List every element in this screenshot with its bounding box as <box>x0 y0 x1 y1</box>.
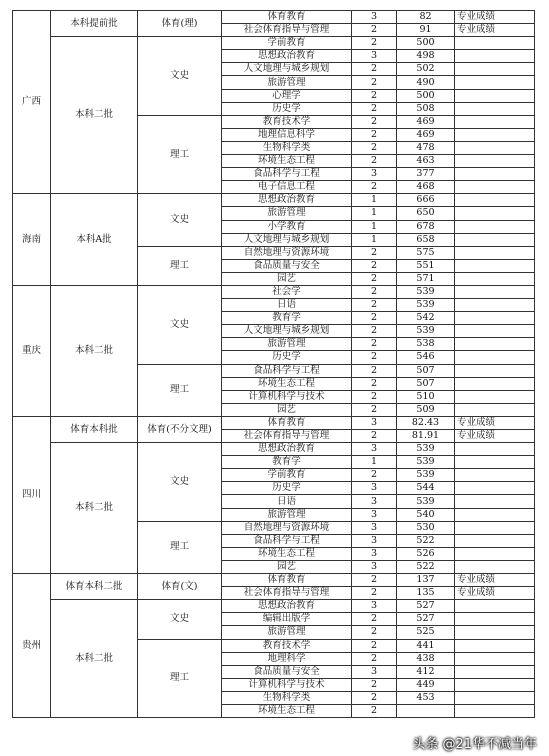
table-row <box>13 443 535 456</box>
note-cell <box>455 665 535 678</box>
years-cell: 3 <box>352 508 397 521</box>
major-cell: 体育教育 <box>222 11 352 24</box>
category-cell: 文史 <box>138 600 222 639</box>
major-cell: 园艺 <box>222 560 352 573</box>
score-cell: 539 <box>397 495 455 508</box>
score-cell: 551 <box>397 259 455 272</box>
note-cell <box>455 534 535 547</box>
score-cell: 469 <box>397 115 455 128</box>
years-cell: 2 <box>352 115 397 128</box>
score-cell: 546 <box>397 351 455 364</box>
note-cell <box>455 89 535 102</box>
years-cell: 3 <box>352 482 397 495</box>
major-cell: 地理科学 <box>222 652 352 665</box>
major-cell: 旅游管理 <box>222 76 352 89</box>
batch-cell: 本科二批 <box>51 37 138 194</box>
years-cell: 2 <box>352 102 397 115</box>
note-cell <box>455 115 535 128</box>
years-cell: 2 <box>352 639 397 652</box>
years-cell: 2 <box>352 128 397 141</box>
category-cell: 文史 <box>138 443 222 522</box>
years-cell: 2 <box>352 390 397 403</box>
note-cell <box>455 181 535 194</box>
note-cell <box>455 50 535 63</box>
score-cell: 527 <box>397 613 455 626</box>
note-cell <box>455 364 535 377</box>
note-cell <box>455 63 535 76</box>
score-cell: 575 <box>397 246 455 259</box>
score-cell: 377 <box>397 168 455 181</box>
note-cell <box>455 613 535 626</box>
major-cell: 小学教育 <box>222 220 352 233</box>
score-cell: 507 <box>397 364 455 377</box>
note-cell <box>455 338 535 351</box>
note-cell <box>455 37 535 50</box>
note-cell <box>455 403 535 416</box>
province-cell: 海南 <box>13 194 51 286</box>
note-cell: 专业成绩 <box>455 11 535 24</box>
batch-cell: 本科A批 <box>51 194 138 286</box>
major-cell: 编辑出版学 <box>222 613 352 626</box>
major-cell: 环境生态工程 <box>222 704 352 717</box>
note-cell: 专业成绩 <box>455 24 535 37</box>
major-cell: 食品质量与安全 <box>222 665 352 678</box>
years-cell: 3 <box>352 534 397 547</box>
score-cell: 137 <box>397 574 455 587</box>
years-cell: 1 <box>352 456 397 469</box>
score-cell: 522 <box>397 534 455 547</box>
note-cell <box>455 285 535 298</box>
note-cell <box>455 220 535 233</box>
major-cell: 历史学 <box>222 482 352 495</box>
score-cell: 438 <box>397 652 455 665</box>
table-row <box>13 574 535 587</box>
major-cell: 地理信息科学 <box>222 128 352 141</box>
note-cell <box>455 626 535 639</box>
note-cell <box>455 456 535 469</box>
years-cell: 2 <box>352 141 397 154</box>
province-cell: 四川 <box>13 416 51 573</box>
major-cell: 学前教育 <box>222 37 352 50</box>
major-cell: 历史学 <box>222 351 352 364</box>
category-cell: 理工 <box>138 115 222 194</box>
years-cell: 1 <box>352 194 397 207</box>
note-cell <box>455 600 535 613</box>
score-cell: 571 <box>397 272 455 285</box>
major-cell: 社会体育指导与管理 <box>222 24 352 37</box>
years-cell: 2 <box>352 76 397 89</box>
years-cell: 2 <box>352 704 397 717</box>
score-cell: 441 <box>397 639 455 652</box>
note-cell <box>455 194 535 207</box>
major-cell: 旅游管理 <box>222 338 352 351</box>
score-cell: 135 <box>397 587 455 600</box>
note-cell: 专业成绩 <box>455 587 535 600</box>
note-cell <box>455 704 535 717</box>
score-cell: 544 <box>397 482 455 495</box>
major-cell: 心理学 <box>222 89 352 102</box>
note-cell <box>455 246 535 259</box>
major-cell: 人文地理与城乡规划 <box>222 233 352 246</box>
years-cell: 2 <box>352 691 397 704</box>
score-cell: 463 <box>397 155 455 168</box>
note-cell: 专业成绩 <box>455 416 535 429</box>
score-cell: 507 <box>397 377 455 390</box>
note-cell <box>455 299 535 312</box>
major-cell: 社会体育指导与管理 <box>222 587 352 600</box>
note-cell <box>455 508 535 521</box>
major-cell: 教育学 <box>222 312 352 325</box>
note-cell: 专业成绩 <box>455 430 535 443</box>
years-cell: 3 <box>352 560 397 573</box>
major-cell: 计算机科学与技术 <box>222 390 352 403</box>
major-cell: 思想政治教育 <box>222 600 352 613</box>
major-cell: 园艺 <box>222 272 352 285</box>
note-cell <box>455 325 535 338</box>
major-cell: 人文地理与城乡规划 <box>222 325 352 338</box>
note-cell <box>455 482 535 495</box>
years-cell: 2 <box>352 259 397 272</box>
note-cell <box>455 272 535 285</box>
category-cell: 体育(不分文理) <box>138 416 222 442</box>
score-cell: 500 <box>397 89 455 102</box>
score-cell: 81.91 <box>397 430 455 443</box>
years-cell: 2 <box>352 272 397 285</box>
note-cell <box>455 141 535 154</box>
score-cell <box>397 704 455 717</box>
years-cell: 1 <box>352 220 397 233</box>
major-cell: 教育技术学 <box>222 115 352 128</box>
note-cell <box>455 233 535 246</box>
note-cell <box>455 495 535 508</box>
table-row <box>13 600 535 613</box>
years-cell: 3 <box>352 600 397 613</box>
category-cell: 文史 <box>138 194 222 246</box>
years-cell: 2 <box>352 430 397 443</box>
score-cell: 453 <box>397 691 455 704</box>
score-cell: 82 <box>397 11 455 24</box>
years-cell: 3 <box>352 416 397 429</box>
score-cell: 666 <box>397 194 455 207</box>
years-cell: 1 <box>352 233 397 246</box>
batch-cell: 本科提前批 <box>51 11 138 37</box>
table-row <box>13 285 535 298</box>
years-cell: 2 <box>352 181 397 194</box>
major-cell: 自然地理与资源环境 <box>222 246 352 259</box>
major-cell: 人文地理与城乡规划 <box>222 63 352 76</box>
batch-cell: 本科二批 <box>51 285 138 416</box>
score-cell: 527 <box>397 600 455 613</box>
score-cell: 502 <box>397 63 455 76</box>
score-cell: 82.43 <box>397 416 455 429</box>
watermark: 头条 @21华不减当年 <box>412 737 537 752</box>
table-row <box>13 11 535 24</box>
note-cell <box>455 351 535 364</box>
major-cell: 环境生态工程 <box>222 155 352 168</box>
major-cell: 生物科学类 <box>222 141 352 154</box>
major-cell: 旅游管理 <box>222 626 352 639</box>
score-cell: 468 <box>397 181 455 194</box>
years-cell: 2 <box>352 678 397 691</box>
note-cell <box>455 390 535 403</box>
admission-score-table <box>12 10 535 718</box>
years-cell: 2 <box>352 285 397 298</box>
note-cell <box>455 521 535 534</box>
note-cell <box>455 155 535 168</box>
note-cell <box>455 560 535 573</box>
batch-cell: 体育本科批 <box>51 416 138 442</box>
table-row <box>13 416 535 429</box>
major-cell: 教育学 <box>222 456 352 469</box>
years-cell: 2 <box>352 403 397 416</box>
category-cell: 理工 <box>138 521 222 573</box>
years-cell: 2 <box>352 469 397 482</box>
years-cell: 3 <box>352 168 397 181</box>
score-cell: 650 <box>397 207 455 220</box>
major-cell: 历史学 <box>222 102 352 115</box>
years-cell: 2 <box>352 299 397 312</box>
major-cell: 环境生态工程 <box>222 547 352 560</box>
score-cell: 540 <box>397 508 455 521</box>
note-cell <box>455 469 535 482</box>
years-cell: 2 <box>352 626 397 639</box>
major-cell: 日语 <box>222 495 352 508</box>
years-cell: 2 <box>352 37 397 50</box>
major-cell: 自然地理与资源环境 <box>222 521 352 534</box>
note-cell <box>455 678 535 691</box>
note-cell <box>455 259 535 272</box>
note-cell <box>455 168 535 181</box>
years-cell: 3 <box>352 443 397 456</box>
note-cell <box>455 76 535 89</box>
table-row <box>13 37 535 50</box>
years-cell: 3 <box>352 665 397 678</box>
note-cell <box>455 128 535 141</box>
years-cell: 3 <box>352 50 397 63</box>
category-cell: 理工 <box>138 639 222 718</box>
years-cell: 2 <box>352 377 397 390</box>
score-cell: 91 <box>397 24 455 37</box>
years-cell: 2 <box>352 325 397 338</box>
years-cell: 2 <box>352 24 397 37</box>
score-cell: 449 <box>397 678 455 691</box>
score-cell: 510 <box>397 390 455 403</box>
years-cell: 2 <box>352 246 397 259</box>
score-cell: 498 <box>397 50 455 63</box>
province-cell: 广西 <box>13 11 51 194</box>
score-cell: 539 <box>397 325 455 338</box>
score-cell: 542 <box>397 312 455 325</box>
years-cell: 2 <box>352 613 397 626</box>
category-cell: 体育(文) <box>138 574 222 600</box>
province-cell: 重庆 <box>13 285 51 416</box>
note-cell <box>455 639 535 652</box>
major-cell: 食品质量与安全 <box>222 259 352 272</box>
major-cell: 环境生态工程 <box>222 377 352 390</box>
years-cell: 2 <box>352 312 397 325</box>
major-cell: 园艺 <box>222 403 352 416</box>
province-cell: 贵州 <box>13 574 51 718</box>
category-cell: 理工 <box>138 246 222 285</box>
major-cell: 体育教育 <box>222 416 352 429</box>
note-cell <box>455 207 535 220</box>
major-cell: 计算机科学与技术 <box>222 678 352 691</box>
years-cell: 2 <box>352 587 397 600</box>
category-cell: 体育(理) <box>138 11 222 37</box>
note-cell: 专业成绩 <box>455 574 535 587</box>
major-cell: 思想政治教育 <box>222 194 352 207</box>
score-cell: 478 <box>397 141 455 154</box>
score-cell: 500 <box>397 37 455 50</box>
note-cell <box>455 547 535 560</box>
score-cell: 509 <box>397 403 455 416</box>
table-row <box>13 194 535 207</box>
score-cell: 658 <box>397 233 455 246</box>
note-cell <box>455 691 535 704</box>
score-cell: 412 <box>397 665 455 678</box>
major-cell: 食品科学与工程 <box>222 364 352 377</box>
note-cell <box>455 102 535 115</box>
major-cell: 社会学 <box>222 285 352 298</box>
years-cell: 2 <box>352 63 397 76</box>
major-cell: 旅游管理 <box>222 207 352 220</box>
years-cell: 3 <box>352 11 397 24</box>
major-cell: 思想政治教育 <box>222 443 352 456</box>
batch-cell: 体育本科二批 <box>51 574 138 600</box>
major-cell: 体育教育 <box>222 574 352 587</box>
note-cell <box>455 377 535 390</box>
major-cell: 旅游管理 <box>222 508 352 521</box>
category-cell: 文史 <box>138 285 222 364</box>
years-cell: 3 <box>352 495 397 508</box>
score-cell: 539 <box>397 443 455 456</box>
years-cell: 3 <box>352 521 397 534</box>
note-cell <box>455 443 535 456</box>
major-cell: 学前教育 <box>222 469 352 482</box>
score-cell: 522 <box>397 560 455 573</box>
years-cell: 2 <box>352 574 397 587</box>
score-cell: 469 <box>397 128 455 141</box>
major-cell: 食品科学与工程 <box>222 534 352 547</box>
score-cell: 526 <box>397 547 455 560</box>
years-cell: 2 <box>352 89 397 102</box>
score-cell: 525 <box>397 626 455 639</box>
years-cell: 1 <box>352 207 397 220</box>
score-cell: 530 <box>397 521 455 534</box>
batch-cell: 本科二批 <box>51 443 138 574</box>
score-cell: 539 <box>397 285 455 298</box>
score-cell: 539 <box>397 469 455 482</box>
score-cell: 508 <box>397 102 455 115</box>
note-cell <box>455 652 535 665</box>
years-cell: 2 <box>352 351 397 364</box>
score-cell: 678 <box>397 220 455 233</box>
major-cell: 电子信息工程 <box>222 181 352 194</box>
years-cell: 2 <box>352 338 397 351</box>
years-cell: 2 <box>352 155 397 168</box>
major-cell: 生物科学类 <box>222 691 352 704</box>
category-cell: 理工 <box>138 364 222 416</box>
major-cell: 社会体育指导与管理 <box>222 430 352 443</box>
note-cell <box>455 312 535 325</box>
score-cell: 490 <box>397 76 455 89</box>
years-cell: 2 <box>352 652 397 665</box>
years-cell: 2 <box>352 364 397 377</box>
major-cell: 教育技术学 <box>222 639 352 652</box>
batch-cell: 本科二批 <box>51 600 138 718</box>
major-cell: 日语 <box>222 299 352 312</box>
category-cell: 文史 <box>138 37 222 116</box>
score-cell: 538 <box>397 338 455 351</box>
years-cell: 3 <box>352 547 397 560</box>
score-cell: 539 <box>397 299 455 312</box>
major-cell: 思想政治教育 <box>222 50 352 63</box>
major-cell: 食品科学与工程 <box>222 168 352 181</box>
score-cell: 539 <box>397 456 455 469</box>
